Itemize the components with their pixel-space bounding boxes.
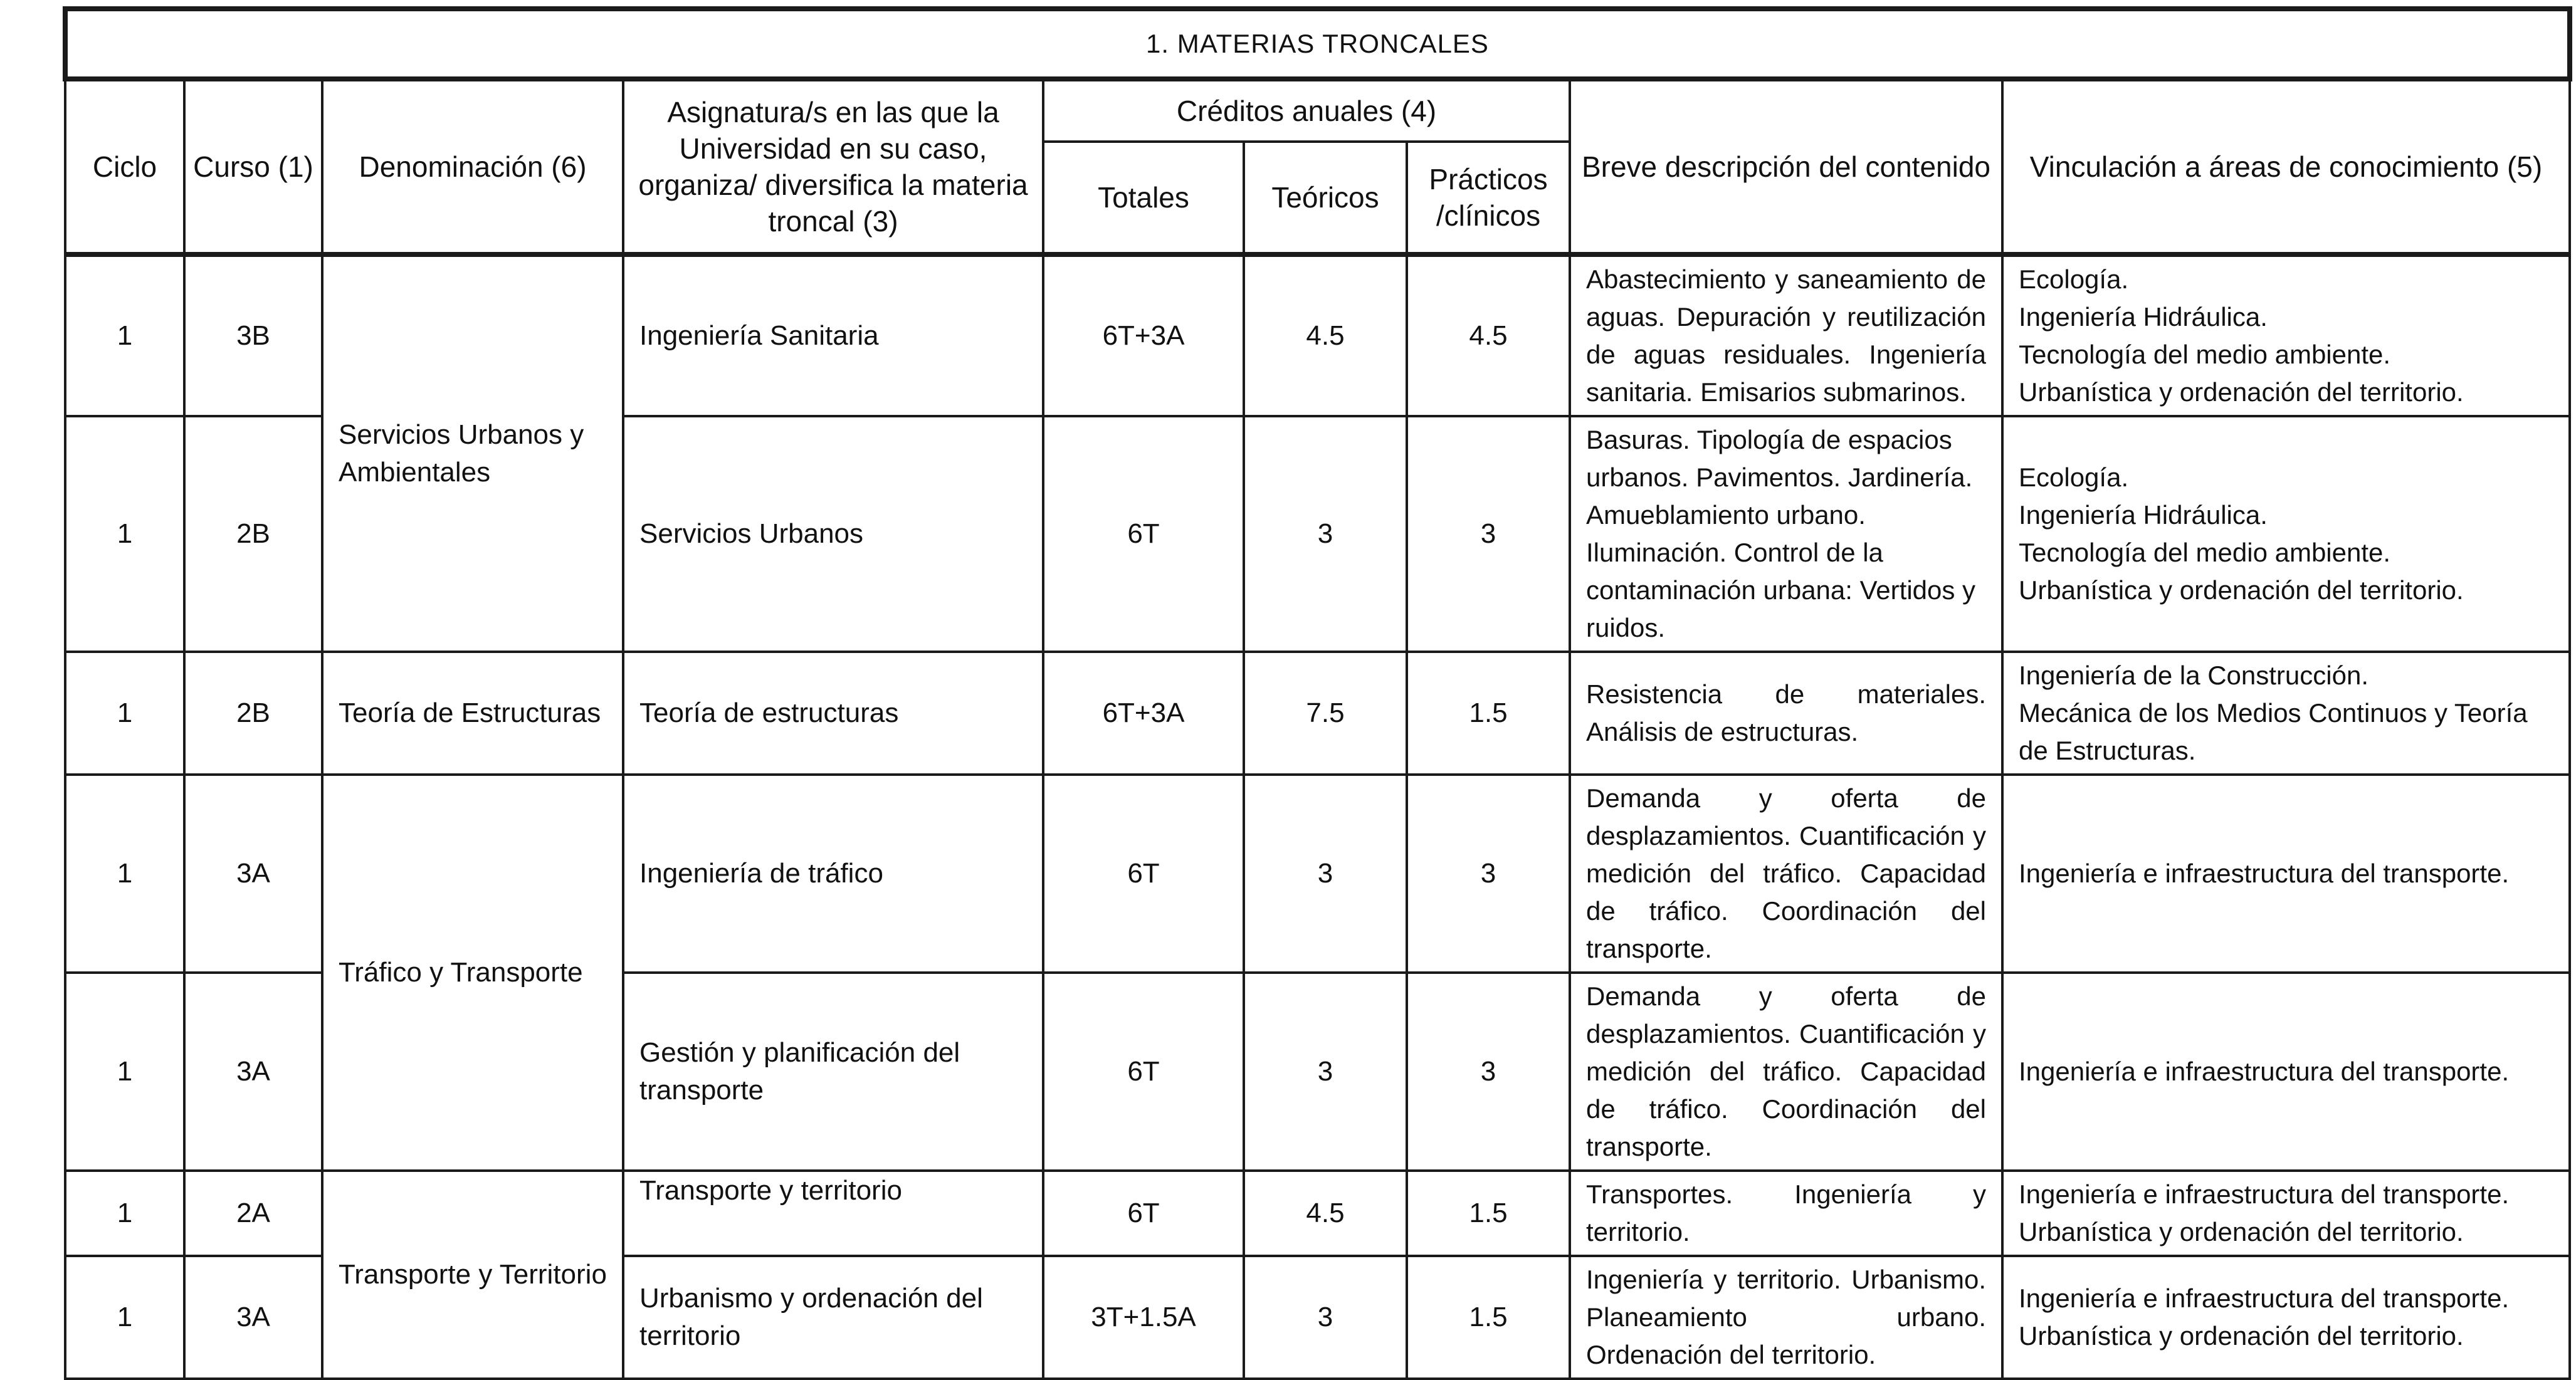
cell-teoricos: 3	[1244, 775, 1407, 973]
cell-practicos: 1.5	[1407, 1171, 1570, 1256]
cell-ciclo: 1	[65, 1171, 184, 1256]
cell-totales: 6T	[1043, 973, 1244, 1171]
cell-totales: 6T+3A	[1043, 652, 1244, 775]
cell-asignatura: Urbanismo y ordenación del territorio	[623, 1256, 1043, 1379]
cell-curso: 3B	[184, 254, 322, 416]
area-item: Tecnología del medio ambiente.	[2019, 340, 2391, 369]
cell-totales: 6T	[1043, 775, 1244, 973]
cell-areas	[2002, 254, 2570, 416]
cell-teoricos: 3	[1244, 973, 1407, 1171]
area-item: Ingeniería e infraestructura del transporte.	[2019, 859, 2510, 888]
header-totales: Totales	[1043, 142, 1244, 254]
cell-teoricos: 4.5	[1244, 1171, 1407, 1256]
cell-practicos: 4.5	[1407, 254, 1570, 416]
table-title: 1. MATERIAS TRONCALES	[65, 9, 2570, 79]
area-item: Ingeniería e infraestructura del transporte.	[2019, 1179, 2510, 1209]
cell-asignatura: Ingeniería Sanitaria	[623, 254, 1043, 416]
cell-practicos: 1.5	[1407, 652, 1570, 775]
header-ciclo: Ciclo	[65, 79, 184, 254]
area-item: Ecología.	[2019, 264, 2129, 294]
cell-curso: 3A	[184, 1256, 322, 1379]
header-vinculacion: Vinculación a áreas de conocimiento (5)	[2002, 79, 2570, 254]
area-item: Ingeniería e infraestructura del transporte.	[2019, 1057, 2510, 1086]
cell-denominacion: Teoría de Estructuras	[322, 652, 623, 775]
cell-descripcion: Transportes. Ingeniería y territorio.	[1570, 1171, 2002, 1256]
cell-descripcion: Abastecimiento y saneamiento de aguas. Depuración y reutilización de aguas residuales. Ingeniería sanitaria. Emisarios submarinos.	[1570, 254, 2002, 416]
table-row	[65, 652, 2570, 775]
materias-troncales-table	[63, 6, 2572, 1380]
area-item: Tecnología del medio ambiente.	[2019, 538, 2391, 567]
cell-practicos: 3	[1407, 973, 1570, 1171]
cell-totales: 6T+3A	[1043, 254, 1244, 416]
cell-denominacion: Tráfico y Transporte	[322, 775, 623, 1171]
cell-descripcion: Basuras. Tipología de espacios urbanos. Pavimentos. Jardinería. Amueblamiento urbano. Iluminación. Control de la contaminación urbana: Vertidos y ruidos.	[1570, 416, 2002, 652]
cell-curso: 3A	[184, 775, 322, 973]
cell-denominacion: Servicios Urbanos y Ambientales	[322, 254, 623, 652]
cell-practicos: 3	[1407, 416, 1570, 652]
cell-ciclo: 1	[65, 1256, 184, 1379]
cell-curso: 3A	[184, 973, 322, 1171]
area-item: Ingeniería e infraestructura del transporte.	[2019, 1283, 2510, 1313]
cell-areas	[2002, 1256, 2570, 1379]
cell-asignatura: Ingeniería de tráfico	[623, 775, 1043, 973]
header-practicos: Prácticos /clínicos	[1407, 142, 1570, 254]
cell-totales: 3T+1.5A	[1043, 1256, 1244, 1379]
cell-curso: 2A	[184, 1171, 322, 1256]
cell-ciclo: 1	[65, 254, 184, 416]
cell-denominacion: Transporte y Territorio	[322, 1171, 623, 1379]
area-item: Urbanística y ordenación del territorio.	[2019, 377, 2464, 407]
cell-teoricos: 3	[1244, 416, 1407, 652]
area-item: Ingeniería Hidráulica.	[2019, 500, 2268, 530]
header-creditos: Créditos anuales (4)	[1043, 79, 1570, 142]
cell-descripcion: Resistencia de materiales. Análisis de estructuras.	[1570, 652, 2002, 775]
cell-curso: 2B	[184, 416, 322, 652]
cell-totales: 6T	[1043, 1171, 1244, 1256]
header-asignatura: Asignatura/s en las que la Universidad en su caso, organiza/ diversifica la materia troncal (3)	[623, 79, 1043, 254]
cell-practicos: 1.5	[1407, 1256, 1570, 1379]
area-item: Ingeniería de la Construcción.	[2019, 661, 2368, 690]
area-item: Mecánica de los Medios Continuos y Teoría de Estructuras.	[2019, 698, 2528, 765]
cell-ciclo: 1	[65, 652, 184, 775]
header-descripcion: Breve descripción del contenido	[1570, 79, 2002, 254]
cell-totales: 6T	[1043, 416, 1244, 652]
cell-areas	[2002, 416, 2570, 652]
header-teoricos: Teóricos	[1244, 142, 1407, 254]
cell-asignatura: Servicios Urbanos	[623, 416, 1043, 652]
table-row	[65, 775, 2570, 973]
cell-descripcion: Demanda y oferta de desplazamientos. Cuantificación y medición del tráfico. Capacidad de tráfico. Coordinación del transporte.	[1570, 775, 2002, 973]
table-row	[65, 254, 2570, 416]
cell-areas	[2002, 1171, 2570, 1256]
table-row	[65, 1171, 2570, 1256]
area-item: Ingeniería Hidráulica.	[2019, 302, 2268, 332]
header-curso: Curso (1)	[184, 79, 322, 254]
cell-asignatura: Teoría de estructuras	[623, 652, 1043, 775]
cell-asignatura: Transporte y territorio	[623, 1171, 1043, 1256]
cell-ciclo: 1	[65, 973, 184, 1171]
cell-practicos: 3	[1407, 775, 1570, 973]
cell-areas	[2002, 775, 2570, 973]
cell-ciclo: 1	[65, 775, 184, 973]
area-item: Urbanística y ordenación del territorio.	[2019, 1217, 2464, 1247]
area-item: Urbanística y ordenación del territorio.	[2019, 575, 2464, 605]
cell-asignatura: Gestión y planificación del transporte	[623, 973, 1043, 1171]
cell-teoricos: 7.5	[1244, 652, 1407, 775]
cell-teoricos: 3	[1244, 1256, 1407, 1379]
cell-curso: 2B	[184, 652, 322, 775]
cell-areas	[2002, 652, 2570, 775]
cell-ciclo: 1	[65, 416, 184, 652]
header-denominacion: Denominación (6)	[322, 79, 623, 254]
cell-teoricos: 4.5	[1244, 254, 1407, 416]
cell-descripcion: Demanda y oferta de desplazamientos. Cuantificación y medición del tráfico. Capacidad de tráfico. Coordinación del transporte.	[1570, 973, 2002, 1171]
cell-areas	[2002, 973, 2570, 1171]
area-item: Ecología.	[2019, 463, 2129, 492]
cell-descripcion: Ingeniería y territorio. Urbanismo. Planeamiento urbano. Ordenación del territorio.	[1570, 1256, 2002, 1379]
area-item: Urbanística y ordenación del territorio.	[2019, 1321, 2464, 1351]
